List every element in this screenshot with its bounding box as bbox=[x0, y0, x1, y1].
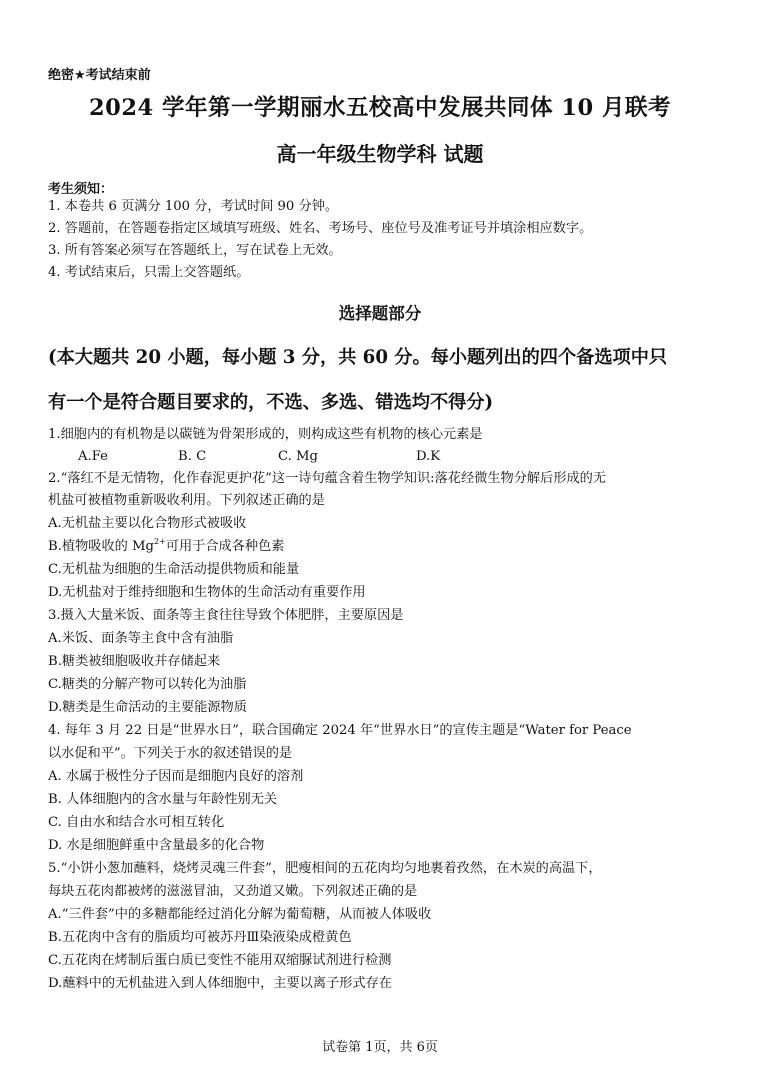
option-c: C. Mg bbox=[278, 449, 318, 464]
question-2-option-d: D.无机盐对于维持细胞和生物体的生命活动有重要作用 bbox=[48, 585, 366, 600]
notice-item: 2. 答题前，在答题卷指定区域填写班级、姓名、考场号、座位号及准考证号并填涂相应数字。 bbox=[48, 221, 593, 236]
question-4-stem-cont: 以水促和平”。下列关于水的叙述错误的是 bbox=[48, 746, 293, 761]
notice-item: 1. 本卷共 6 页满分 100 分，考试时间 90 分钟。 bbox=[48, 199, 339, 214]
page-number: 试卷第 1页，共 6页 bbox=[322, 1040, 438, 1055]
question-3-option-d: D.糖类是生命活动的主要能源物质 bbox=[48, 700, 247, 715]
section-instruction-line2: 有一个是符合题目要求的，不选、多选、错选均不得分) bbox=[48, 392, 494, 413]
ion-charge: 2+ bbox=[153, 537, 166, 546]
notice-heading: 考生须知： bbox=[48, 182, 114, 197]
option-d: D.K bbox=[416, 449, 441, 464]
question-3-option-b: B.糖类被细胞吸收并存储起来 bbox=[48, 654, 221, 669]
question-4-option-a: A. 水属于极性分子因而是细胞内良好的溶剂 bbox=[48, 769, 304, 784]
section-instruction-line1: (本大题共 20 小题，每小题 3 分，共 60 分。每小题列出的四个备选项中只 bbox=[48, 347, 668, 368]
notice-item: 4. 考试结束后，只需上交答题纸。 bbox=[48, 265, 250, 280]
question-4-option-c: C. 自由水和结合水可相互转化 bbox=[48, 815, 225, 830]
question-3-option-a: A.米饭、面条等主食中含有油脂 bbox=[48, 631, 234, 646]
option-a: A.Fe bbox=[78, 449, 108, 464]
question-5-stem: 5.“小饼小葱加蘸料，烧烤灵魂三件套”，肥瘦相间的五花肉均匀地裹着孜然，在木炭的高温下， bbox=[48, 861, 602, 876]
exam-title: 2024 学年第一学期丽水五校高中发展共同体 10 月联考 bbox=[89, 95, 671, 121]
question-2-option-a: A.无机盐主要以化合物形式被吸收 bbox=[48, 516, 247, 531]
question-2-option-c: C.无机盐为细胞的生命活动提供物质和能量 bbox=[48, 562, 300, 577]
question-3-stem: 3.摄入大量米饭、面条等主食往往导致个体肥胖，主要原因是 bbox=[48, 608, 404, 623]
option-b-text: B.植物吸收的 Mg bbox=[48, 539, 154, 554]
question-4-option-b: B. 人体细胞内的含水量与年龄性别无关 bbox=[48, 792, 278, 807]
question-5-option-c: C.五花肉在烤制后蛋白质已变性不能用双缩脲试剂进行检测 bbox=[48, 953, 392, 968]
confidential-mark: 绝密★考试结束前 bbox=[48, 68, 151, 83]
question-3-option-c: C.糖类的分解产物可以转化为油脂 bbox=[48, 677, 247, 692]
question-5-option-d: D.蘸料中的无机盐进入到人体细胞中，主要以离子形式存在 bbox=[48, 976, 392, 991]
question-2-stem-cont: 机盐可被植物重新吸收利用。下列叙述正确的是 bbox=[48, 493, 325, 508]
question-5-option-a: A.“三件套”中的多糖都能经过消化分解为葡萄糖，从而被人体吸收 bbox=[48, 907, 432, 922]
question-1-stem: 1.细胞内的有机物是以碳链为骨架形成的，则构成这些有机物的核心元素是 bbox=[48, 427, 483, 442]
question-5-stem-cont: 每块五花肉都被烤的滋滋冒油，又劲道又嫩。下列叙述正确的是 bbox=[48, 884, 418, 899]
notice-item: 3. 所有答案必须写在答题纸上，写在试卷上无效。 bbox=[48, 243, 342, 258]
question-4-option-d: D. 水是细胞鲜重中含量最多的化合物 bbox=[48, 838, 265, 853]
question-2-option-b bbox=[48, 537, 720, 557]
question-4-stem: 4. 每年 3 月 22 日是“世界水日”，联合国确定 2024 年“世界水日”的宣传主题是“Water for Peace bbox=[48, 723, 632, 738]
section-heading: 选择题部分 bbox=[338, 304, 422, 323]
option-b: B. C bbox=[178, 449, 207, 464]
question-2-stem: 2.“落红不是无情物，化作春泥更护花”这一诗句蕴含着生物学知识:落花经微生物分解后形成的无 bbox=[48, 471, 607, 486]
option-b-text-cont: 可用于合成各种色素 bbox=[165, 539, 285, 554]
exam-subtitle: 高一年级生物学科 试题 bbox=[276, 142, 484, 166]
question-5-option-b: B.五花肉中含有的脂质均可被苏丹Ⅲ染液染成橙黄色 bbox=[48, 930, 352, 945]
